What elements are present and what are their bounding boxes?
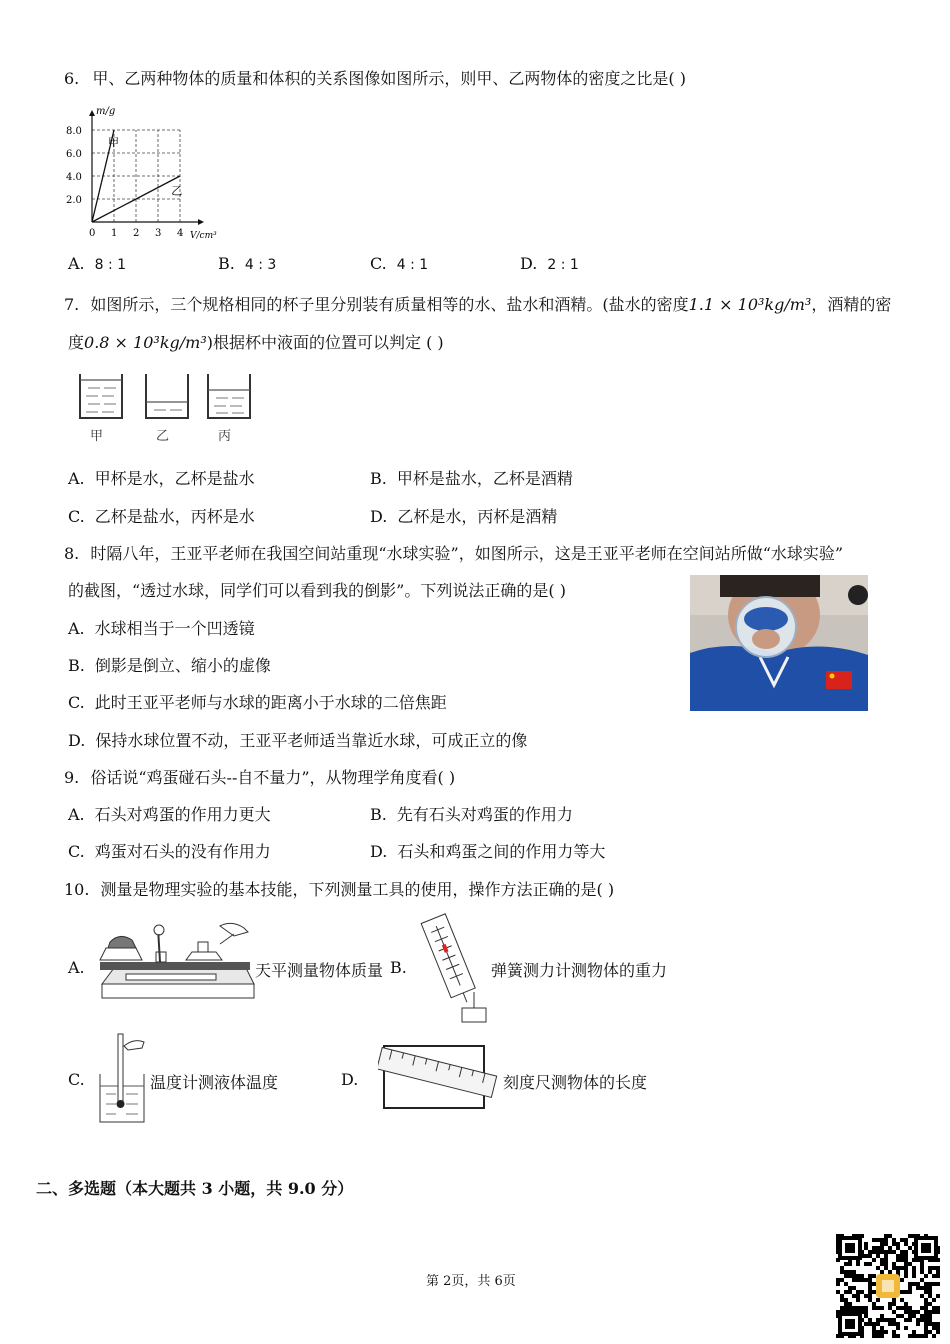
series-label-jia: 甲 — [108, 136, 119, 149]
q7-option-b[interactable]: B. 甲杯是盐水，乙杯是酒精 — [370, 469, 573, 488]
cup-jia — [80, 374, 122, 418]
q8-stem-line1: 8. 时隔八年，王亚平老师在我国空间站重现“水球实验”，如图所示，这是王亚平老师在空间站所做“水球实验” — [64, 544, 844, 563]
q9-number: 9. — [64, 768, 80, 787]
q6-text: 甲、乙两种物体的质量和体积的关系图像如图所示，则甲、乙两物体的密度之比是( ) — [92, 69, 686, 88]
q10-option-b-label[interactable]: B. — [390, 958, 407, 977]
q10-option-a-text[interactable]: 天平测量物体质量 — [255, 961, 384, 980]
y-tick-label-6.0: 6.0 — [66, 149, 82, 160]
balance-scale-figure — [96, 918, 256, 1004]
q9-option-d[interactable]: D. 石头和鸡蛋之间的作用力等大 — [370, 842, 606, 861]
x-axis-arrow — [198, 219, 204, 225]
series-label-yi: 乙 — [171, 184, 183, 198]
q8-number: 8. — [64, 544, 80, 563]
section2-heading: 二、多选题（本大题共 3 小题，共 9.0 分） — [36, 1179, 354, 1198]
chart-labels — [66, 106, 217, 241]
q8-water-ball-photo — [690, 575, 868, 711]
x-tick-label-2: 2 — [133, 228, 140, 239]
x-tick-label-0: 0 — [89, 228, 96, 239]
q7-formula-brine: 1.1 × 10³kg/m³ — [688, 295, 812, 314]
q10-option-c-text[interactable]: 温度计测液体温度 — [150, 1073, 279, 1092]
cup-yi — [146, 374, 188, 418]
y-tick-label-2.0: 2.0 — [66, 195, 82, 206]
q6-option-d[interactable]: D. 2 : 1 — [520, 254, 579, 273]
q10-option-d-label[interactable]: D. — [341, 1070, 359, 1089]
q7-number: 7. — [64, 295, 80, 314]
q7-stem-line2: 度0.8 × 10³kg/m³)根据杯中液面的位置可以判定 ( ) — [68, 333, 444, 352]
q8-option-b[interactable]: B. 倒影是倒立、缩小的虚像 — [68, 656, 271, 675]
q9-option-b[interactable]: B. 先有石头对鸡蛋的作用力 — [370, 805, 573, 824]
chart-grid — [92, 130, 183, 222]
q9-stem: 9. 俗话说“鸡蛋碰石头--自不量力”，从物理学角度看( ) — [64, 768, 456, 787]
y-tick-label-8.0: 8.0 — [66, 126, 82, 137]
q9-option-a[interactable]: A. 石头对鸡蛋的作用力更大 — [68, 805, 271, 824]
qr-code-icon — [836, 1234, 940, 1338]
q10-option-c-label[interactable]: C. — [68, 1070, 85, 1089]
cup-label-jia: 甲 — [90, 429, 104, 444]
q7-option-d[interactable]: D. 乙杯是水，丙杯是酒精 — [370, 507, 558, 526]
q7-stem-line1: 7. 如图所示，三个规格相同的杯子里分别装有质量相等的水、盐水和酒精。(盐水的密度1.1 × 10³kg/m³，酒精的密 — [64, 295, 892, 314]
q8-option-d[interactable]: D. 保持水球位置不动，王亚平老师适当靠近水球，可成正立的像 — [68, 731, 528, 750]
y-tick-label-4.0: 4.0 — [66, 172, 82, 183]
q6-number: 6. — [64, 69, 80, 88]
x-axis-label: V/cm³ — [190, 231, 217, 241]
q6-option-c[interactable]: C. 4 : 1 — [370, 254, 429, 273]
q6-option-a[interactable]: A. 8 : 1 — [68, 254, 127, 273]
x-tick-label-3: 3 — [155, 228, 162, 239]
x-tick-label-4: 4 — [177, 228, 184, 239]
x-tick-label-1: 1 — [111, 228, 118, 239]
q8-option-c[interactable]: C. 此时王亚平老师与水球的距离小于水球的二倍焦距 — [68, 693, 447, 712]
q6-stem — [64, 66, 686, 89]
q6-option-b[interactable]: B. 4 : 3 — [218, 254, 277, 273]
q10-option-a-label[interactable]: A. — [68, 958, 85, 977]
q10-stem: 10. 测量是物理实验的基本技能，下列测量工具的使用，操作方法正确的是( ) — [64, 880, 615, 899]
y-axis-label: m/g — [96, 106, 116, 117]
spring-scale-figure — [418, 908, 498, 1028]
q10-number: 10. — [64, 880, 90, 899]
q7-formula-alcohol: 0.8 × 10³kg/m³ — [84, 333, 207, 352]
q7-option-c[interactable]: C. 乙杯是盐水，丙杯是水 — [68, 507, 255, 526]
q8-option-a[interactable]: A. 水球相当于一个凹透镜 — [68, 619, 255, 638]
ruler-figure — [378, 1040, 498, 1120]
q7-option-a[interactable]: A. 甲杯是水，乙杯是盐水 — [68, 469, 255, 488]
q9-option-c[interactable]: C. 鸡蛋对石头的没有作用力 — [68, 842, 271, 861]
q6-options — [68, 254, 668, 278]
y-axis-arrow — [89, 110, 95, 116]
cup-label-yi: 乙 — [156, 429, 170, 444]
cup-label-bing: 丙 — [218, 429, 232, 444]
cup-bing — [208, 374, 250, 418]
thermometer-figure — [96, 1030, 156, 1126]
q6-mass-volume-chart — [64, 104, 224, 244]
q10-option-d-text[interactable]: 刻度尺测物体的长度 — [503, 1073, 648, 1092]
page-footer: 第 2页，共 6页 — [426, 1274, 516, 1289]
q8-stem-line2: 的截图，“透过水球，同学们可以看到我的倒影”。下列说法正确的是( ) — [68, 581, 566, 600]
q10-option-b-text[interactable]: 弹簧测力计测物体的重力 — [491, 961, 668, 980]
chart-axes — [89, 110, 204, 225]
q7-cups-figure — [76, 370, 276, 450]
